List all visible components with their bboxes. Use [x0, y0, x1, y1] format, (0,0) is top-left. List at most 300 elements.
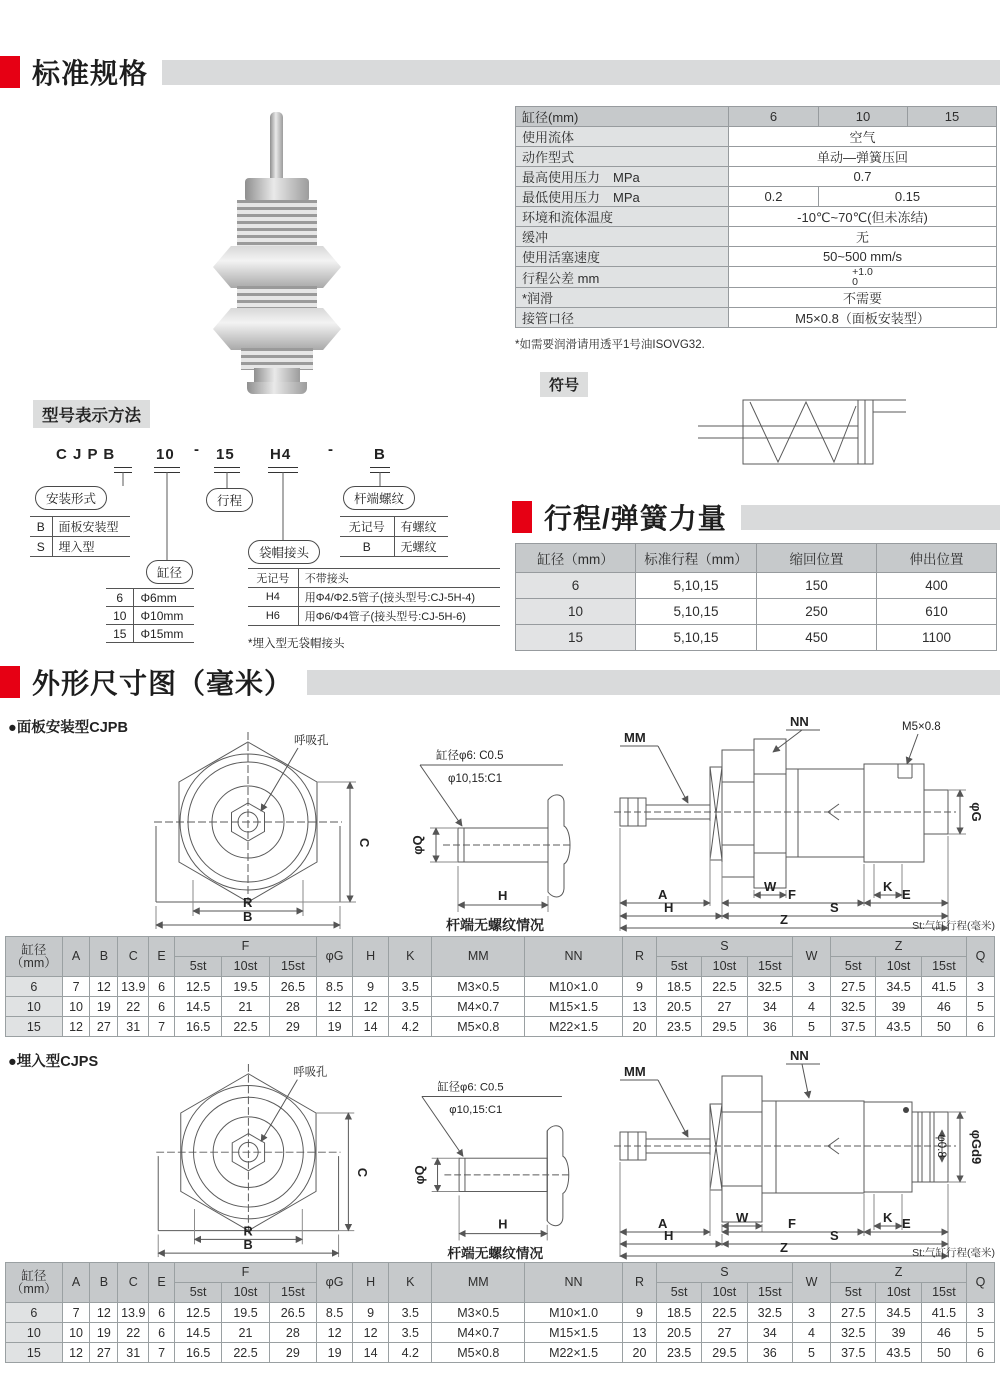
dim-B-label: B: [243, 909, 253, 924]
thread-key: 无记号: [340, 517, 394, 537]
dim-cell: 46: [921, 1323, 966, 1343]
stroke-cell: 5,10,15: [636, 599, 757, 625]
dim-bore: 6: [6, 977, 63, 997]
dim-header: Q: [967, 1263, 995, 1303]
cjps-side-view-drawing: [612, 1046, 1000, 1258]
stroke-spring-table: [515, 543, 997, 651]
dim-H-label: H: [664, 900, 674, 915]
model-code-prefix: C J P B: [56, 446, 116, 463]
cjps-figure-label: ●埋入型CJPS: [8, 1054, 99, 1070]
dim-Z-label: Z: [780, 912, 788, 927]
stroke-header: 标准行程（mm）: [636, 544, 757, 573]
dim-header: C: [118, 937, 149, 977]
dim-header-bore-line1: 缸径: [21, 1268, 47, 1283]
rod-end-annotations: [420, 749, 563, 826]
dim-cell: 22.5: [222, 1343, 269, 1363]
dim-header-Z: Z: [831, 937, 967, 957]
dim-Z-label: Z: [780, 1240, 788, 1255]
dim-cell: 20.5: [656, 1323, 701, 1343]
product-photo: [207, 112, 347, 380]
dim-phiQ-label: φQ: [410, 835, 425, 855]
dim-cell: 13.9: [118, 1303, 149, 1323]
rod-end-dimensions: [410, 828, 548, 912]
dim-cell: M22×1.5: [525, 1017, 623, 1037]
cap-val: 用Φ4/Φ2.5管子(接头型号:CJ-5H-4): [298, 588, 500, 607]
dim-cell: 27: [702, 1323, 747, 1343]
dim-cell: M15×1.5: [525, 1323, 623, 1343]
dim-cell: M5×0.8: [432, 1343, 525, 1363]
dim-K-label: K: [883, 1210, 893, 1225]
dim-cell: 14: [353, 1343, 389, 1363]
dim-cell: 50: [921, 1017, 966, 1037]
dim-phi08-label: φ0.8: [935, 1134, 947, 1158]
dim-cell: 29: [269, 1343, 316, 1363]
dim-cell: 14.5: [174, 1323, 221, 1343]
dim-header: A: [62, 1263, 90, 1303]
dim-cell: 19: [317, 1343, 353, 1363]
spec-bore-15: 15: [908, 107, 997, 127]
dim-header-bore: [6, 1263, 63, 1303]
thread-val: 无螺纹: [394, 537, 448, 557]
cjpb-rod-end-drawing: [398, 742, 623, 934]
cjpb-side-view-drawing: [612, 712, 1000, 932]
dim-cell: 20: [623, 1017, 657, 1037]
dim-cell: 4: [792, 1323, 830, 1343]
photo-piston-rod: [270, 112, 283, 186]
gray-bar: [741, 505, 1000, 530]
cjpb-front-view-drawing: [148, 730, 388, 932]
dim-cell: M10×1.0: [525, 977, 623, 997]
dim-cell: 3: [967, 1303, 995, 1323]
thread-val: 有螺纹: [394, 517, 448, 537]
dim-subheader: 10st: [222, 1283, 269, 1303]
stroke-cell: 400: [877, 573, 997, 599]
side-view-annotations: [620, 1048, 984, 1182]
dim-header: E: [149, 1263, 175, 1303]
dim-cell: 6: [967, 1017, 995, 1037]
dim-cell: 6: [149, 1303, 175, 1323]
dim-subheader: 5st: [656, 957, 701, 977]
dim-cell: 46: [921, 997, 966, 1017]
spec-label: 环境和流体温度: [516, 207, 729, 227]
dim-cell: 9: [623, 977, 657, 997]
photo-foot-flange: [247, 382, 307, 394]
spec-value: M5×0.8（面板安装型）: [729, 308, 997, 328]
dim-cell: 16.5: [174, 1017, 221, 1037]
chamfer-note-line1: 缸径φ6: C0.5: [436, 750, 504, 762]
rod-thread-table: [340, 516, 448, 557]
model-code-thread: B: [374, 446, 386, 463]
dim-bore: 10: [6, 997, 63, 1017]
spec-table: [515, 106, 997, 328]
red-square-marker: [512, 501, 532, 533]
dim-cell: 13: [623, 1323, 657, 1343]
cap-fitting-note: *埋入型无袋帽接头: [248, 638, 345, 650]
dim-cell: 3.5: [389, 997, 432, 1017]
dim-cell: 27: [90, 1343, 118, 1363]
side-view-dimensions: [620, 1155, 948, 1257]
dim-header: W: [792, 937, 830, 977]
dim-cell: 23.5: [656, 1343, 701, 1363]
bore-key: 15: [106, 625, 134, 643]
dim-cell: 12: [62, 1017, 90, 1037]
oval-bore: 缸径: [146, 560, 193, 584]
dim-cell: 28: [269, 997, 316, 1017]
dim-subheader: 15st: [921, 957, 966, 977]
dim-cell: 4.2: [389, 1343, 432, 1363]
dim-subheader: 5st: [831, 1283, 876, 1303]
dim-cell: 39: [876, 997, 921, 1017]
dim-MM-label: MM: [624, 1064, 646, 1079]
dim-S-label: S: [830, 900, 839, 915]
dim-cell: 50: [921, 1343, 966, 1363]
stroke-cell: 250: [757, 599, 877, 625]
dim-cell: 34.5: [876, 1303, 921, 1323]
dim-subheader: 10st: [876, 1283, 921, 1303]
dim-cell: 6: [149, 997, 175, 1017]
model-code-cap: H4: [270, 446, 292, 463]
dim-cell: 27: [702, 997, 747, 1017]
mount-type-table: [30, 516, 130, 557]
chamfer-note-line2: φ10,15:C1: [448, 773, 503, 785]
dim-header-F: F: [174, 1263, 316, 1283]
dim-cell: 34: [747, 997, 792, 1017]
dim-cell: 12: [62, 1343, 90, 1363]
gray-bar: [162, 60, 1000, 85]
stroke-header: 伸出位置: [877, 544, 997, 573]
dim-cell: 37.5: [831, 1343, 876, 1363]
stroke-cell: 10: [516, 599, 636, 625]
dim-cell: 37.5: [831, 1017, 876, 1037]
symbol-lines: [698, 400, 906, 464]
dim-subheader: 10st: [222, 957, 269, 977]
red-square-marker: [0, 666, 20, 698]
dim-header: W: [792, 1263, 830, 1303]
dim-cell: 14: [353, 1017, 389, 1037]
dim-header: φG: [317, 937, 353, 977]
dim-cell: M3×0.5: [432, 977, 525, 997]
dim-cell: 8.5: [317, 977, 353, 997]
spec-footnote: *如需要润滑请用透平1号油ISOVG32.: [515, 339, 705, 351]
section-title-dimensions: 外形尺寸图（毫米）: [32, 668, 294, 699]
dim-cell: 5: [792, 1017, 830, 1037]
dim-cell: M4×0.7: [432, 997, 525, 1017]
dim-header: Q: [967, 937, 995, 977]
dim-cell: 19.5: [222, 977, 269, 997]
dim-cell: 31: [118, 1017, 149, 1037]
dim-cell: 16.5: [174, 1343, 221, 1363]
dim-cell: M4×0.7: [432, 1323, 525, 1343]
dim-cell: 22.5: [702, 1303, 747, 1323]
dim-cell: 7: [149, 1017, 175, 1037]
spec-bore-10: 10: [819, 107, 908, 127]
dim-cell: 12: [317, 997, 353, 1017]
dim-cell: 34.5: [876, 977, 921, 997]
dim-cell: 20: [623, 1343, 657, 1363]
dim-cell: 4: [792, 997, 830, 1017]
dim-cell: 22.5: [702, 977, 747, 997]
spec-label: 使用流体: [516, 127, 729, 147]
bore-table: [106, 588, 194, 643]
dim-cell: M22×1.5: [525, 1343, 623, 1363]
dim-subheader: 15st: [269, 1283, 316, 1303]
dim-cell: 43.5: [876, 1343, 921, 1363]
dim-header: C: [118, 1263, 149, 1303]
bore-key: 10: [106, 607, 134, 625]
dim-header: E: [149, 937, 175, 977]
cap-val: 用Φ6/Φ4管子(接头型号:CJ-5H-6): [298, 607, 500, 626]
dim-F-label: F: [788, 887, 796, 902]
dim-header: B: [90, 937, 118, 977]
dim-header: K: [389, 937, 432, 977]
dim-cell: 9: [353, 1303, 389, 1323]
dim-cell: 29.5: [702, 1017, 747, 1037]
spec-label: 最低使用压力 MPa: [516, 187, 729, 207]
dim-cell: 20.5: [656, 997, 701, 1017]
dim-header: R: [623, 1263, 657, 1303]
dim-cell: 21: [222, 1323, 269, 1343]
dim-NN-label: NN: [790, 1048, 809, 1063]
dim-cell: 36: [747, 1343, 792, 1363]
dim-cell: 18.5: [656, 1303, 701, 1323]
dim-cell: 32.5: [831, 997, 876, 1017]
stroke-cell: 450: [757, 625, 877, 651]
dim-cell: 41.5: [921, 1303, 966, 1323]
dim-cell: 21: [222, 997, 269, 1017]
photo-thread-upper: [237, 200, 317, 252]
dim-cell: 22.5: [222, 1017, 269, 1037]
stroke-cell: 1100: [877, 625, 997, 651]
dim-cell: 29: [269, 1017, 316, 1037]
dim-A-label: A: [658, 887, 668, 902]
dim-cell: 3: [967, 977, 995, 997]
dim-cell: 18.5: [656, 977, 701, 997]
dim-cell: M3×0.5: [432, 1303, 525, 1323]
dim-R-label: R: [243, 895, 253, 910]
dim-header-S: S: [656, 937, 792, 957]
dim-header-bore-line1: 缸径: [21, 942, 47, 957]
dim-cell: 26.5: [269, 1303, 316, 1323]
dim-header: MM: [432, 937, 525, 977]
dim-C-label: C: [355, 1167, 371, 1178]
side-view-annotations: [620, 714, 984, 834]
dim-phiQ-label: φQ: [411, 1165, 427, 1185]
bore-val: Φ6mm: [134, 589, 194, 607]
spec-value: 单动—弹簧压回: [729, 147, 997, 167]
dim-phiG-label: φG: [969, 802, 984, 822]
dim-cell: 12: [90, 1303, 118, 1323]
dim-cell: 29.5: [702, 1343, 747, 1363]
front-view-geometry: [154, 732, 342, 908]
dim-cell: 31: [118, 1343, 149, 1363]
dim-subheader: 5st: [174, 957, 221, 977]
dim-cell: 3.5: [389, 1303, 432, 1323]
dim-subheader: 15st: [747, 1283, 792, 1303]
dim-header: H: [353, 1263, 389, 1303]
dim-cell: 6: [149, 1323, 175, 1343]
dim-bore: 10: [6, 1323, 63, 1343]
dim-subheader: 5st: [656, 1283, 701, 1303]
dim-cell: 5: [792, 1343, 830, 1363]
stroke-cell: 5,10,15: [636, 573, 757, 599]
spec-label: 缓冲: [516, 227, 729, 247]
oval-rod-thread: 杆端螺纹: [343, 486, 415, 510]
dim-cell: 12: [317, 1323, 353, 1343]
model-code-stroke: 15: [216, 446, 235, 463]
breath-hole-label: 呼吸孔: [293, 1066, 328, 1079]
photo-thread-lower: [241, 348, 313, 370]
dim-header-bore-line2: （mm）: [10, 955, 57, 970]
dim-NN-label: NN: [790, 714, 809, 729]
rod-end-dimensions: [412, 1158, 547, 1240]
spec-label: 行程公差 mm: [516, 267, 729, 288]
section-head-dimensions: [0, 662, 1000, 702]
dim-header: MM: [432, 1263, 525, 1303]
cap-key: H4: [248, 588, 298, 607]
dim-cell: M15×1.5: [525, 997, 623, 1017]
dim-cell: 27.5: [831, 1303, 876, 1323]
tolerance-plus: +1.0: [852, 266, 873, 278]
model-designation-diagram: [30, 438, 510, 656]
tolerance-zero: 0: [852, 276, 858, 288]
mount-key: S: [30, 537, 52, 557]
dim-W-label: W: [736, 1210, 749, 1225]
gray-bar: [307, 670, 1000, 695]
dim-cell: 6: [149, 977, 175, 997]
dim-cell: 32.5: [747, 1303, 792, 1323]
dim-cell: 22: [118, 1323, 149, 1343]
side-view-dimensions: [620, 821, 948, 931]
cjps-front-view-drawing: [148, 1062, 388, 1260]
spec-bore-6: 6: [729, 107, 819, 127]
spec-value: 不需要: [729, 288, 997, 308]
dim-cell: 10: [62, 1323, 90, 1343]
bore-val: Φ10mm: [134, 607, 194, 625]
dim-cell: M10×1.0: [525, 1303, 623, 1323]
dim-E-label: E: [902, 887, 911, 902]
dim-table-cjpb: [5, 936, 995, 1037]
dim-subheader: 15st: [921, 1283, 966, 1303]
stroke-cell: 6: [516, 573, 636, 599]
side-view-geometry: [614, 1076, 956, 1222]
dim-cell: 23.5: [656, 1017, 701, 1037]
dim-C-label: C: [357, 838, 372, 848]
dim-header-F: F: [174, 937, 316, 957]
dim-cell: 12: [90, 977, 118, 997]
rod-end-caption: 杆端无螺纹情况: [446, 917, 544, 933]
spec-tolerance: [729, 267, 997, 288]
port-label: M5×0.8: [902, 721, 941, 733]
dim-header: R: [623, 937, 657, 977]
dim-H-label: H: [664, 1228, 674, 1243]
dim-A-label: A: [658, 1216, 668, 1231]
dim-cell: 13.9: [118, 977, 149, 997]
dim-header-Z: Z: [831, 1263, 967, 1283]
dim-subheader: 5st: [831, 957, 876, 977]
dim-header-bore: [6, 937, 63, 977]
dim-subheader: 10st: [702, 957, 747, 977]
dim-R-label: R: [243, 1223, 253, 1239]
dim-cell: 13: [623, 997, 657, 1017]
spec-value-bore10-15: 0.15: [819, 187, 997, 207]
dim-H-label: H: [498, 888, 508, 903]
bore-val: Φ15mm: [134, 625, 194, 643]
dim-cell: 8.5: [317, 1303, 353, 1323]
dim-subheader: 5st: [174, 1283, 221, 1303]
photo-hex-nut-1: [213, 246, 341, 288]
side-view-geometry: [614, 739, 956, 888]
spec-value: 0.7: [729, 167, 997, 187]
cjps-rod-end-drawing: [398, 1074, 623, 1262]
dim-header: B: [90, 1263, 118, 1303]
dim-header: NN: [525, 1263, 623, 1303]
spec-label: 最高使用压力 MPa: [516, 167, 729, 187]
section-head-standard-specs: [0, 52, 1000, 92]
dim-table-cjps: [5, 1262, 995, 1363]
dim-cell: 7: [62, 1303, 90, 1323]
dim-cell: 3: [792, 1303, 830, 1323]
rod-end-caption: 杆端无螺纹情况: [447, 1246, 544, 1262]
dim-cell: 12.5: [174, 977, 221, 997]
stroke-header: 缸径（mm）: [516, 544, 636, 573]
dim-header: NN: [525, 937, 623, 977]
spec-value-bore6: 0.2: [729, 187, 819, 207]
photo-rod-collar: [245, 178, 309, 202]
chamfer-note-line2: φ10,15:C1: [449, 1104, 503, 1117]
mount-val: 面板安装型: [52, 517, 130, 537]
stroke-cell: 5,10,15: [636, 625, 757, 651]
dim-header: A: [62, 937, 90, 977]
dim-header: K: [389, 1263, 432, 1303]
rod-end-geometry: [444, 1126, 568, 1226]
dim-bore: 6: [6, 1303, 63, 1323]
dim-phiGd9-label: φGd9: [969, 1129, 984, 1165]
model-code-bore: 10: [156, 446, 175, 463]
dim-cell: 12: [353, 997, 389, 1017]
spec-label: *润滑: [516, 288, 729, 308]
dim-subheader: 10st: [702, 1283, 747, 1303]
stroke-cell: 150: [757, 573, 877, 599]
dim-cell: 4.2: [389, 1017, 432, 1037]
dim-cell: 36: [747, 1017, 792, 1037]
thread-key: B: [340, 537, 394, 557]
spec-value: 无: [729, 227, 997, 247]
cap-key: H6: [248, 607, 298, 626]
spec-label: 接管口径: [516, 308, 729, 328]
model-code-dash1: -: [194, 441, 200, 458]
dim-cell: 3.5: [389, 977, 432, 997]
dim-cell: 41.5: [921, 977, 966, 997]
dim-cell: 12: [353, 1323, 389, 1343]
spec-value: 空气: [729, 127, 997, 147]
model-title: 型号表示方法: [33, 400, 150, 428]
dim-H-label: H: [498, 1216, 508, 1232]
dim-cell: 3.5: [389, 1323, 432, 1343]
dim-cell: 19: [90, 997, 118, 1017]
dim-cell: M5×0.8: [432, 1017, 525, 1037]
section-title-standard-specs: 标准规格: [32, 58, 149, 89]
dim-cell: 19: [317, 1017, 353, 1037]
stroke-note-cjpb: St:气缸行程(毫米): [912, 920, 995, 932]
dim-subheader: 10st: [876, 957, 921, 977]
dim-cell: 14.5: [174, 997, 221, 1017]
dim-header-S: S: [656, 1263, 792, 1283]
dim-cell: 5: [967, 997, 995, 1017]
stroke-header: 缩回位置: [757, 544, 877, 573]
dim-MM-label: MM: [624, 730, 646, 745]
dim-cell: 6: [967, 1343, 995, 1363]
oval-mount-type: 安装形式: [35, 486, 107, 510]
